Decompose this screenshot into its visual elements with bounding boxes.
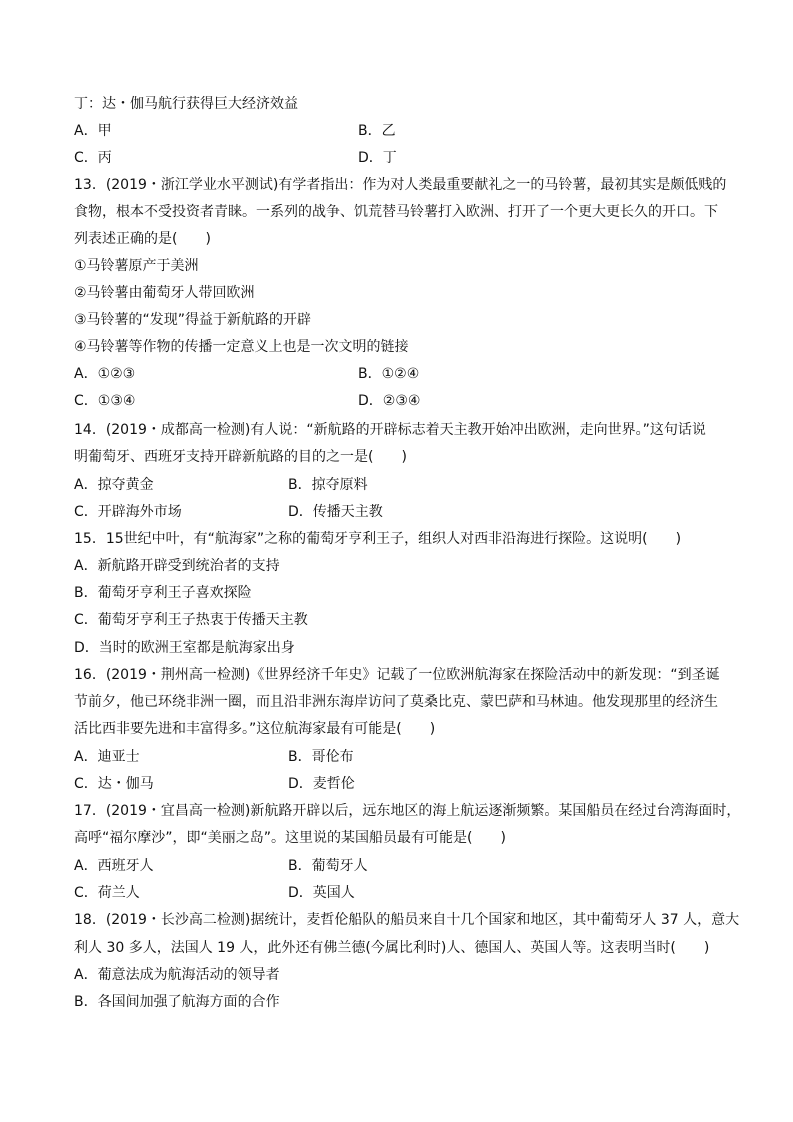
option-c: C．达・伽马 [74,776,154,792]
option-c: C．葡萄牙亨利王子热衷于传播天主教 [74,612,308,628]
option-a: A．西班牙人 [74,858,154,874]
statement-1: ①马铃薯原产于美洲 [74,258,199,274]
question-16: 16．(2019・荆州高一检测)《世界经济千年史》记载了一位欧洲航海家在探险活动中的新发现：“到圣诞 [74,667,720,683]
text-line: 丁：达・伽马航行获得巨大经济效益 [74,96,298,112]
option-a: A．掠夺黄金 [74,477,154,493]
statement-4: ④马铃薯等作物的传播一定意义上也是一次文明的链接 [74,339,409,355]
option-a: A．迪亚士 [74,749,140,765]
option-d: D．当时的欧洲王室都是航海家出身 [74,640,295,656]
option-d: D．②③④ [358,393,421,409]
option-b: B．哥伦布 [288,749,354,765]
option-c: C．①③④ [74,393,136,409]
option-b: B．各国间加强了航海方面的合作 [74,994,280,1010]
statement-2: ②马铃薯由葡萄牙人带回欧洲 [74,285,255,301]
text-line: 明葡萄牙、西班牙支持开辟新航路的目的之一是( ) [74,449,407,465]
option-d: D．传播天主教 [288,504,383,520]
text-line: 高呼“福尔摩沙”，即“美丽之岛”。这里说的某国船员最有可能是( ) [74,830,506,846]
question-15: 15．15世纪中叶，有“航海家”之称的葡萄牙亨利王子，组织人对西非沿海进行探险。这说明( ) [74,531,682,547]
option-b: B．掠夺原料 [288,477,368,493]
option-b: B．葡萄牙亨利王子喜欢探险 [74,585,252,601]
statement-3: ③马铃薯的“发现”得益于新航路的开辟 [74,312,312,328]
option-b: B．乙 [358,123,396,139]
option-d: D．麦哲伦 [288,776,355,792]
option-d: D．丁 [358,150,397,166]
question-14: 14．(2019・成都高一检测)有人说：“新航路的开辟标志着天主教开始冲出欧洲，走向世界。”这句话说 [74,422,706,438]
text-line: 列表述正确的是( ) [74,231,211,247]
text-line: 活比西非要先进和丰富得多。”这位航海家最有可能是( ) [74,721,436,737]
question-17: 17．(2019・宜昌高一检测)新航路开辟以后，远东地区的海上航运逐渐频繁。某国船员在经过台湾海面时， [74,803,741,819]
option-a: A．甲 [74,123,112,139]
text-line: 节前夕，他已环绕非洲一圈，而且沿非洲东海岸访问了莫桑比克、蒙巴萨和马林迪。他发现那里的经济生 [74,694,718,710]
option-c: C．丙 [74,150,112,166]
option-b: B．①②④ [358,366,420,382]
text-line: 利人 30 多人，法国人 19 人，此外还有佛兰德(今属比利时)人、德国人、英国人等。这表明当时( ) [74,940,710,956]
option-a: A．新航路开辟受到统治者的支持 [74,558,280,574]
question-13: 13．(2019・浙江学业水平测试)有学者指出：作为对人类最重要献礼之一的马铃薯，最初其实是颇低贱的 [74,177,727,193]
option-b: B．葡萄牙人 [288,858,368,874]
option-c: C．开辟海外市场 [74,504,182,520]
text-line: 食物，根本不受投资者青睐。一系列的战争、饥荒替马铃薯打入欧洲、打开了一个更大更长久的开口。下 [74,204,718,220]
question-18: 18．(2019・长沙高二检测)据统计，麦哲伦船队的船员来自十几个国家和地区，其中葡萄牙人 37 人，意大 [74,912,740,928]
option-a: A．葡意法成为航海活动的领导者 [74,967,280,983]
option-d: D．英国人 [288,885,355,901]
option-a: A．①②③ [74,366,136,382]
option-c: C．荷兰人 [74,885,140,901]
